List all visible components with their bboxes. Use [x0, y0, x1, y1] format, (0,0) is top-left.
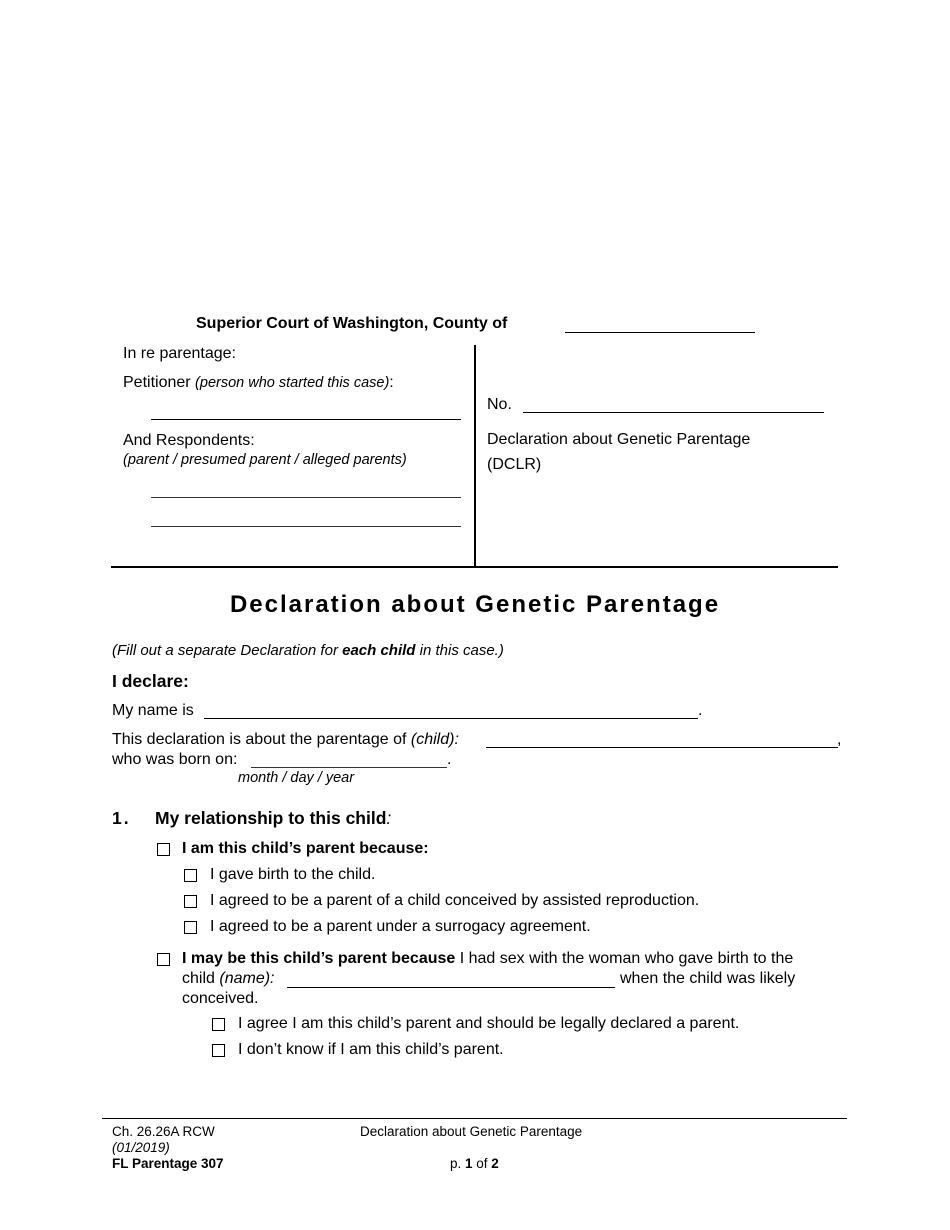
born-label: who was born on: [112, 751, 238, 768]
may-be-parent-checkbox[interactable] [157, 953, 170, 966]
child-label: This declaration is about the parentage of (child): [112, 731, 459, 748]
respondent-field-2[interactable] [151, 526, 461, 527]
footer-title: Declaration about Genetic Parentage [360, 1124, 583, 1139]
may-be-parent-text: I may be this child’s parent because I had sex with the woman who gave birth to the [182, 950, 794, 967]
dont-know-checkbox[interactable] [212, 1044, 225, 1057]
surrogacy-checkbox[interactable] [184, 921, 197, 934]
assisted-reproduction-checkbox[interactable] [184, 895, 197, 908]
case-number-label: No. [487, 396, 512, 413]
respondents-label: And Respondents: [123, 432, 255, 449]
parent-because-checkbox[interactable] [157, 843, 170, 856]
footer-page: p. 1 of 2 [450, 1156, 499, 1171]
parent-because-label: I am this child’s parent because: [182, 840, 429, 857]
name-label: My name is [112, 702, 194, 719]
respondents-hint: (parent / presumed parent / alleged parents) [123, 452, 407, 468]
birth-date-hint: month / day / year [238, 770, 355, 786]
caption-divider [474, 345, 476, 568]
footer-form-id: FL Parentage 307 [112, 1156, 224, 1171]
footer-date: (01/2019) [112, 1140, 170, 1155]
section-heading: My relationship to this child: [155, 808, 392, 828]
petitioner-label: Petitioner (person who started this case): [123, 374, 394, 391]
reason-label: I agreed to be a parent under a surrogacy agreement. [210, 918, 591, 935]
reason-label: I gave birth to the child. [210, 866, 376, 883]
i-declare: I declare: [112, 671, 189, 691]
respondent-field-1[interactable] [151, 497, 461, 498]
footer-rule [102, 1118, 847, 1119]
doc-code: (DCLR) [487, 456, 542, 473]
doc-title-short: Declaration about Genetic Parentage [487, 431, 751, 448]
mother-name-label: child (name): [182, 970, 275, 987]
county-field[interactable] [565, 332, 755, 333]
footer-statute: Ch. 26.26A RCW [112, 1124, 215, 1139]
case-number-field[interactable] [523, 412, 824, 413]
agree-parent-checkbox[interactable] [212, 1018, 225, 1031]
in-re-label: In re parentage: [123, 345, 236, 362]
petitioner-hint: (person who started this case) [195, 375, 390, 391]
birth-date-field[interactable] [251, 767, 447, 768]
instruction: (Fill out a separate Declaration for each child in this case.) [112, 642, 504, 659]
choice-label: I don’t know if I am this child’s parent. [238, 1041, 504, 1058]
mother-name-field[interactable] [287, 987, 615, 988]
name-field[interactable] [204, 718, 698, 719]
court-name: Superior Court of Washington, County of [196, 315, 508, 332]
gave-birth-checkbox[interactable] [184, 869, 197, 882]
child-name-field[interactable] [486, 747, 838, 748]
choice-label: I agree I am this child’s parent and should be legally declared a parent. [238, 1015, 740, 1032]
reason-label: I agreed to be a parent of a child conceived by assisted reproduction. [210, 892, 700, 909]
section-number: 1. [112, 808, 131, 828]
caption-bottom-rule [111, 566, 838, 568]
page-title: Declaration about Genetic Parentage [229, 591, 721, 618]
petitioner-field[interactable] [151, 419, 461, 420]
